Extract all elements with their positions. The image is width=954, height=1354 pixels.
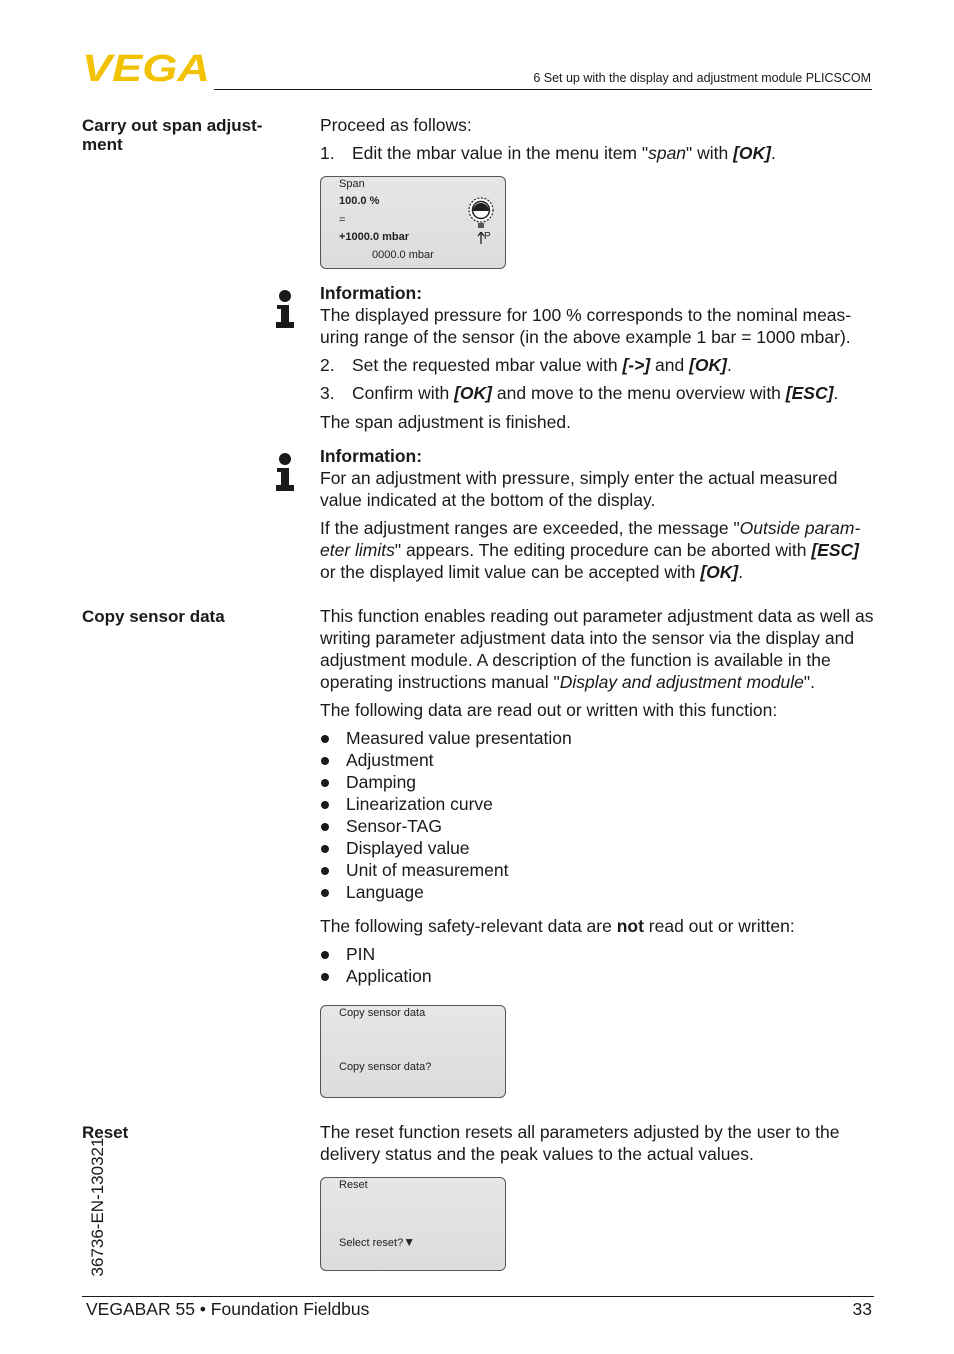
span-step-1 [320, 142, 875, 164]
footer-divider [82, 1296, 874, 1297]
info-text: If the adjustment ranges are exceeded, the message " [320, 518, 740, 538]
list-item: Adjustment [320, 749, 820, 771]
information-block-2 [320, 445, 875, 589]
copy-intro [320, 605, 875, 693]
information-text: For an adjustment with pressure, simply enter the actual measured value indicated at the bottom of the display. [320, 468, 838, 510]
vega-logo [82, 52, 212, 84]
display-prompt [339, 1235, 415, 1249]
gauge-icon [466, 197, 496, 229]
key-label: [OK] [700, 562, 739, 582]
information-icon [275, 453, 295, 493]
safety-data-list [320, 943, 820, 987]
span-intro [320, 114, 875, 136]
information-text: The displayed pressure for 100 % corresponds to the nominal meas-uring range of the sensor (in the above example 1 bar = 1000 mbar). [320, 305, 852, 347]
step-text: Set the requested mbar value with [352, 355, 623, 375]
span-step-2 [320, 354, 875, 376]
list-item: PIN [320, 943, 820, 965]
copy-sensor-display [320, 1005, 506, 1098]
span-side-heading: Carry out span adjust-ment [82, 116, 263, 154]
step-text: Edit the mbar value in the menu item " [352, 143, 649, 163]
list-item: Application [320, 965, 820, 987]
key-label: [->] [622, 355, 651, 375]
safety-text: The following safety-relevant data are [320, 916, 617, 936]
step-text: . [833, 383, 839, 403]
pressure-symbol: P [484, 231, 491, 242]
span-display [320, 176, 506, 269]
list-item: Measured value presentation [320, 727, 820, 749]
span-finished: The span adjustment is finished. [320, 412, 571, 432]
safety-intro [320, 915, 875, 937]
prompt-text: Select reset? [339, 1237, 404, 1249]
list-item: Language [320, 881, 820, 903]
step-text: " with [686, 143, 734, 163]
safety-text: read out or written: [643, 916, 795, 936]
emphasis-not: not [616, 916, 644, 936]
copy-side-heading: Copy sensor data [82, 607, 225, 626]
vega-logo-text: VEGA [82, 52, 210, 84]
header-section-title: 6 Set up with the display and adjustment module PLICSCOM [533, 71, 871, 85]
information-block-1 [320, 282, 875, 348]
dropdown-arrow-icon: ▼ [403, 1235, 416, 1249]
key-label: [OK] [733, 143, 772, 163]
reset-description: The reset function resets all parameters adjusted by the user to the delivery status and the peak values to the actual values. [320, 1122, 840, 1164]
step-number: 2. [320, 355, 335, 375]
span-intro-text: Proceed as follows: [320, 115, 472, 135]
display-prompt: Copy sensor data? [339, 1061, 432, 1073]
key-label: [OK] [689, 355, 727, 375]
information-heading: Information: [320, 446, 423, 466]
display-title: Reset [339, 1179, 368, 1191]
header-divider [214, 89, 872, 90]
intro-text: ". [803, 672, 815, 692]
info-text: or the displayed limit value can be accepted with [320, 562, 701, 582]
step-text: and move to the menu overview with [492, 383, 786, 403]
copy-list-intro: The following data are read out or written with this function: [320, 700, 778, 720]
information-heading: Information: [320, 283, 423, 303]
error-message: Outside param-eter limits [320, 518, 861, 560]
list-item: Sensor-TAG [320, 815, 820, 837]
display-percent: 100.0 % [339, 195, 380, 207]
display-actual-value: 0000.0 mbar [372, 249, 434, 261]
reset-side-heading: Reset [82, 1123, 129, 1142]
step-number: 1. [320, 143, 335, 163]
manual-title: Display and adjustment module [559, 672, 804, 692]
list-item: Displayed value [320, 837, 820, 859]
reset-display [320, 1177, 506, 1271]
display-equals: = [339, 214, 346, 226]
list-item: Damping [320, 771, 820, 793]
copy-description [320, 605, 875, 727]
info-text: " appears. The editing procedure can be aborted with [394, 540, 812, 560]
key-label: [ESC] [811, 540, 859, 560]
menu-item-name: span [648, 143, 687, 163]
step-text: . [726, 355, 732, 375]
step-text: Confirm with [352, 383, 455, 403]
display-title: Span [339, 178, 365, 190]
footer-product: VEGABAR 55 • Foundation Fieldbus [86, 1299, 370, 1319]
display-title: Copy sensor data [339, 1007, 426, 1019]
step-number: 3. [320, 383, 335, 403]
information-icon [275, 290, 295, 330]
list-item: Unit of measurement [320, 859, 820, 881]
key-label: [ESC] [785, 383, 834, 403]
copied-data-list [320, 727, 820, 903]
step-text: and [650, 355, 690, 375]
step-text: . [771, 143, 776, 163]
list-item: Linearization curve [320, 793, 820, 815]
information-limits-text [320, 517, 875, 583]
display-mbar-value: +1000.0 mbar [339, 231, 410, 243]
intro-text: This function enables reading out parameter adjustment data as well as writing parameter adjustment data into the sensor via the display and adjustment module. A description of the function is available in the operating instructions manual " [320, 606, 874, 692]
document-code: 36736-EN-130321 [88, 1137, 107, 1277]
key-label: [OK] [454, 383, 493, 403]
page-number: 33 [852, 1299, 872, 1319]
info-text: . [738, 562, 744, 582]
span-step-3 [320, 382, 875, 404]
